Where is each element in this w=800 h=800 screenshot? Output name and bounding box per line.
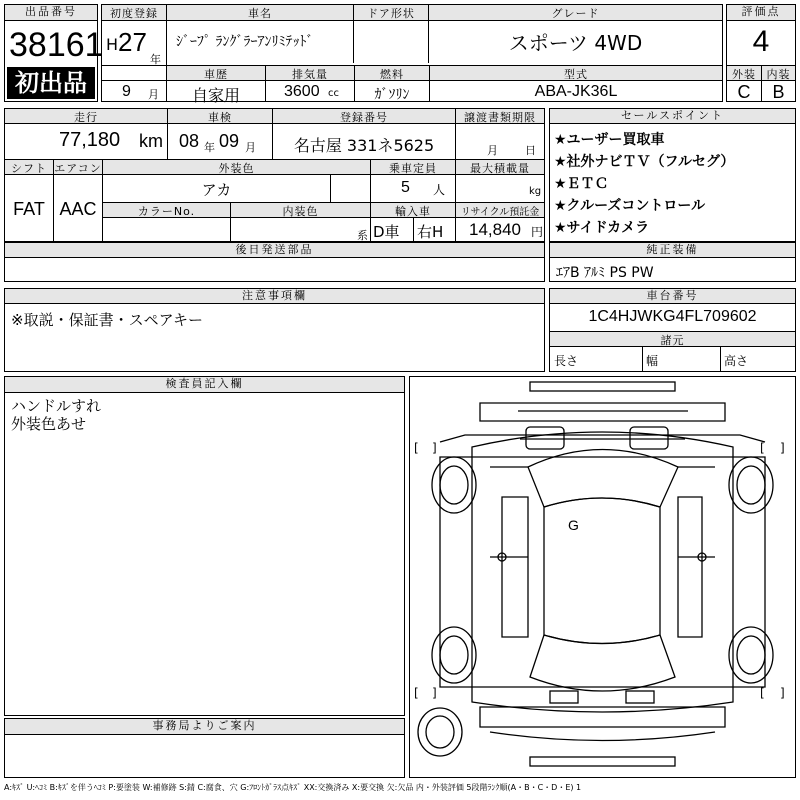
svg-text:[: [ <box>414 686 419 700</box>
model: ABA-JK36L <box>534 83 618 100</box>
inspector-line: 外装色あせ <box>11 415 87 433</box>
grade: スポーツ 4WD <box>508 31 643 55</box>
transfer-month-unit: 月 <box>487 144 498 157</box>
sales-point: ★ユーザー買取車 <box>554 132 665 148</box>
dims-label: 諸元 <box>550 332 795 346</box>
insp-month: 09 <box>219 131 240 151</box>
capacity-label: 乗車定員 <box>371 160 455 174</box>
first-reg-label: 初度登録 <box>102 5 166 20</box>
score: 4 <box>752 25 770 58</box>
capacity: 5 <box>401 179 410 196</box>
score-label: 評価点 <box>727 5 795 21</box>
svg-text:]: ] <box>780 686 785 700</box>
displacement-unit: cc <box>328 88 339 99</box>
plate-label: 登録番号 <box>273 109 455 123</box>
fuel: ｶﾞｿﾘﾝ <box>374 87 410 103</box>
fuel-label: 燃料 <box>355 66 429 80</box>
glass-mark: G <box>568 517 579 533</box>
recycle-label: リサイクル預託金 <box>456 203 544 217</box>
later-parts-box <box>4 242 545 282</box>
insp-month-unit: 月 <box>245 141 256 154</box>
color-no-label: カラーNo. <box>103 203 230 217</box>
sales-point: ★サイドカメラ <box>554 220 650 236</box>
plate: 名古屋 331ネ5625 <box>293 136 435 155</box>
capacity-unit: 人 <box>433 183 446 197</box>
shift: FAT <box>13 199 45 219</box>
chassis-label: 車台番号 <box>550 289 795 304</box>
reg-year: 27 <box>118 27 147 57</box>
score-box <box>726 4 796 102</box>
insp-year: 08 <box>179 131 200 151</box>
interior-label: 内装 <box>762 66 795 80</box>
lot-box <box>4 4 104 102</box>
legend: A:ｷｽﾞ U:ﾍｺﾐ B:ｷｽﾞを伴うﾍｺﾐ P:要塗装 W:補修跡 S:錆 C:腐食、穴 G:ﾌﾛﾝﾄｶﾞﾗｽ点ｷｽﾞ XX:交換済み X:要交換 欠:欠品 内・外装評価 5段階ﾗﾝｸ順(A・B・C・D・E) 1 <box>4 783 582 792</box>
svg-text:]: ] <box>432 686 437 700</box>
svg-text:[: [ <box>760 686 765 700</box>
car-name-label: 車名 <box>167 5 353 20</box>
displacement: 3600 <box>284 83 320 100</box>
reg-month: 9 <box>122 83 131 100</box>
mileage: 77,180 <box>59 129 121 151</box>
load-unit: kg <box>529 186 542 197</box>
svg-text:[: [ <box>414 441 419 455</box>
notes-value: ※取説・保証書・スペアキー <box>11 311 203 329</box>
door-label: ドア形状 <box>354 5 428 20</box>
chassis-number: 1C4HJWKG4FL709602 <box>588 308 757 325</box>
interior-score: B <box>772 82 785 102</box>
car-name: ｼﾞｰﾌﾟ ﾗﾝｸﾞﾗｰｱﾝﾘﾐﾃｯﾄﾞ <box>176 34 314 50</box>
car-diagram-box <box>409 376 796 778</box>
first-listing-text: 初出品 <box>15 69 87 97</box>
sales-point: ★ＥＴＣ <box>554 176 609 192</box>
grade-label: グレード <box>429 5 722 20</box>
recycle: 14,840 <box>469 220 521 239</box>
svg-text:[: [ <box>760 441 765 455</box>
exterior-label: 外装 <box>727 66 761 80</box>
inspector-box <box>4 376 405 716</box>
notes-box <box>4 288 545 372</box>
insp-year-unit: 年 <box>204 141 215 154</box>
inspection-label: 車検 <box>168 109 272 123</box>
model-label: 型式 <box>430 66 722 80</box>
sales-label: セールスポイント <box>550 109 795 124</box>
notes-label: 注意事項欄 <box>5 289 544 304</box>
header-block <box>101 4 723 105</box>
load-label: 最大積載量 <box>456 160 544 174</box>
transfer-label: 譲渡書類期限 <box>456 109 544 123</box>
equipment-box <box>549 242 796 282</box>
year-unit: 年 <box>150 53 161 66</box>
height-label: 高さ <box>724 354 749 368</box>
length-label: 長さ <box>554 354 579 368</box>
inspector-label: 検査員記入欄 <box>5 377 404 393</box>
car-diagram <box>410 377 795 777</box>
svg-text:]: ] <box>780 441 785 455</box>
month-unit: 月 <box>148 88 159 101</box>
lot-label: 出品番号 <box>5 5 97 21</box>
shift-label: シフト <box>5 160 53 174</box>
exterior-score: C <box>737 82 751 102</box>
int-color-suffix: 系 <box>357 229 368 242</box>
office-box <box>4 718 405 778</box>
svg-text:]: ] <box>432 441 437 455</box>
history-label: 車歴 <box>167 66 265 80</box>
inspector-line: ハンドルすれ <box>11 397 102 415</box>
first-listing-badge <box>7 67 95 99</box>
lot-number: 38161 <box>9 26 104 64</box>
import-label: 輸入車 <box>371 203 455 217</box>
equipment-value: ｴｱB ｱﾙﾐ PS PW <box>556 265 654 281</box>
mileage-unit: km <box>139 131 163 151</box>
office-label: 事務局よりご案内 <box>5 719 404 735</box>
ext-color: アカ <box>201 181 232 199</box>
mileage-label: 走行 <box>5 109 167 123</box>
sales-points-box <box>549 108 796 242</box>
transfer-day-unit: 日 <box>525 144 536 157</box>
width-label: 幅 <box>646 354 659 368</box>
ac-label: エアコン <box>54 162 102 175</box>
sales-point: ★社外ナビＴＶ（フルセグ） <box>554 154 735 170</box>
recycle-unit: 円 <box>531 225 544 239</box>
int-color-label: 内装色 <box>231 203 370 217</box>
ac: AAC <box>59 199 97 219</box>
history: 自家用 <box>191 86 240 105</box>
color-label: 外装色 <box>103 160 370 174</box>
equipment-label: 純正装備 <box>550 243 795 258</box>
later-parts-label: 後日発送部品 <box>5 243 544 258</box>
chassis-box <box>549 288 796 372</box>
era: H <box>106 35 119 54</box>
sales-point: ★クルーズコントロール <box>554 198 706 214</box>
steering: 右H <box>417 223 444 241</box>
displacement-label: 排気量 <box>266 66 354 80</box>
import-type: D車 <box>373 223 400 241</box>
vehicle-info-block <box>4 108 545 242</box>
